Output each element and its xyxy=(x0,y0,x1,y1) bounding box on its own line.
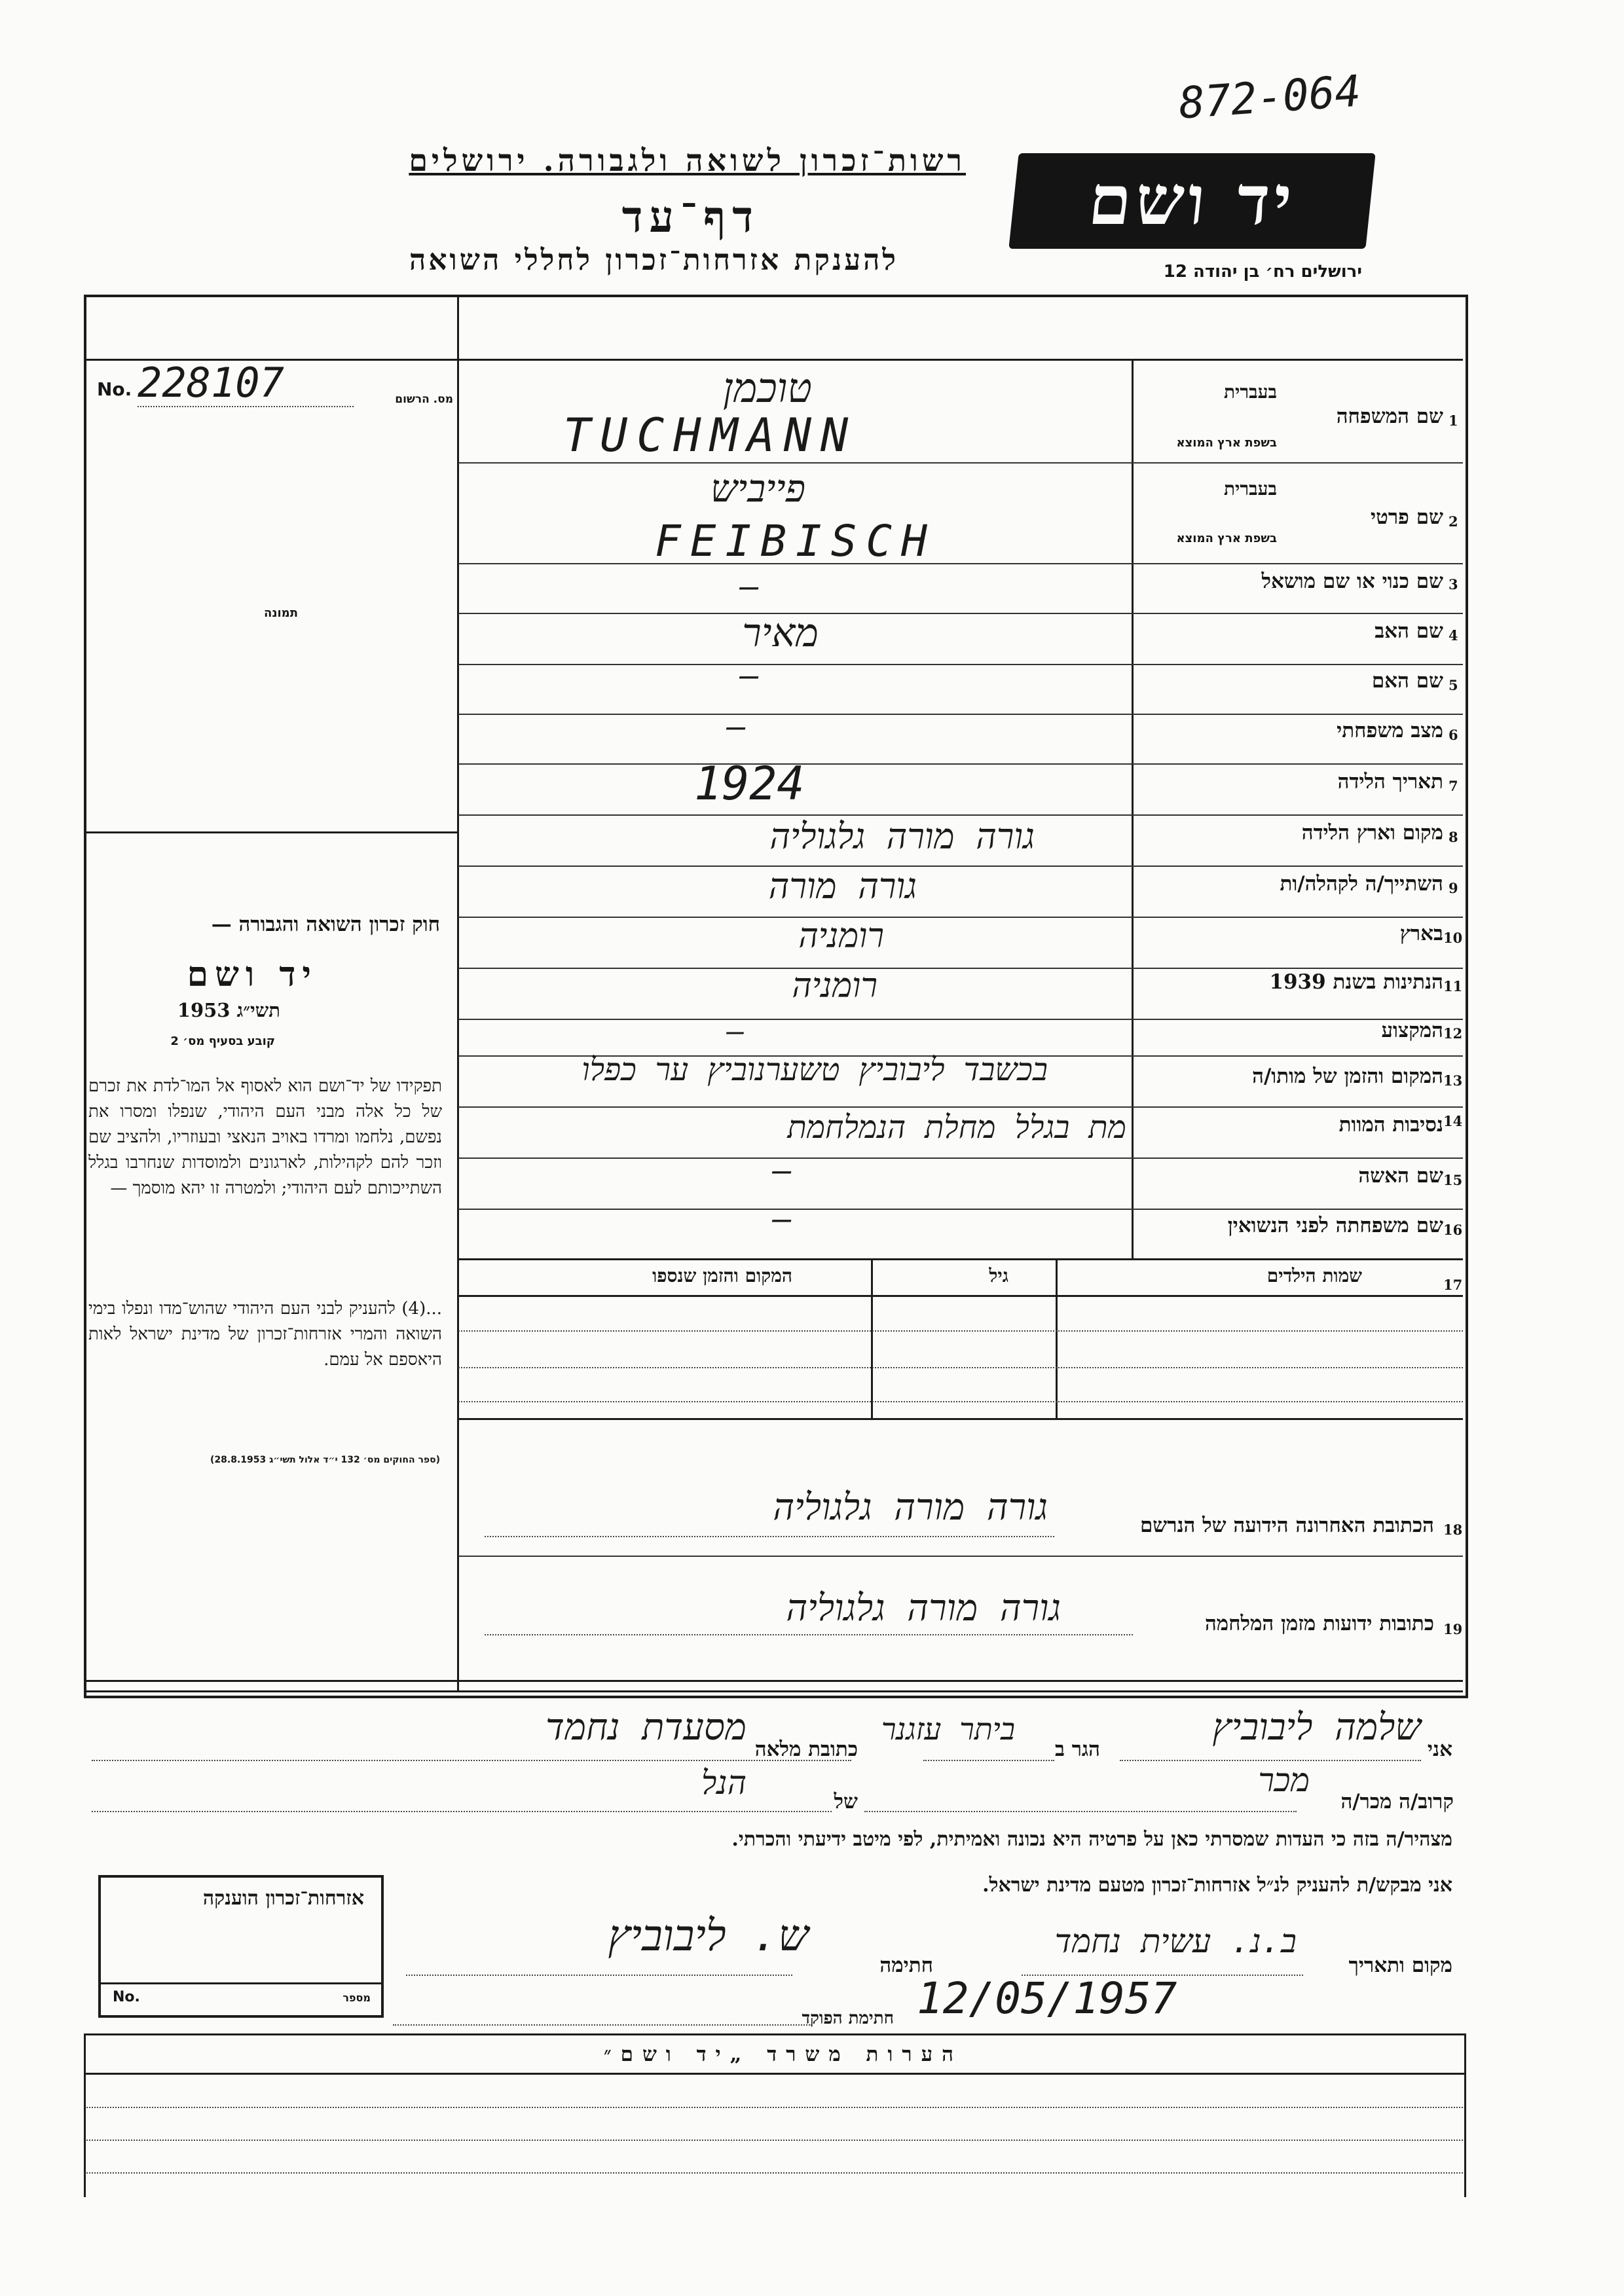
field-10-value: רומניה xyxy=(798,917,884,956)
declaration-address-label: כתובת מלאה xyxy=(754,1738,858,1761)
field-12-value: — xyxy=(727,1015,745,1048)
field-6-number: 6 xyxy=(1449,727,1458,743)
declaration-i-label: אני xyxy=(1427,1738,1452,1761)
citizenship-he-label: מספר xyxy=(342,1992,371,2004)
declaration-lives-label: הגר ב xyxy=(1054,1738,1100,1761)
logo-address: ירושלים רח׳ בן יהודה 12 xyxy=(1163,262,1362,282)
place-date-label: מקום ותאריך xyxy=(1348,1954,1452,1977)
field-19-number: 19 xyxy=(1443,1621,1463,1637)
field-12-label: המקצוע xyxy=(1381,1019,1443,1042)
field-5-value: — xyxy=(740,657,759,694)
children-age-header: גיל xyxy=(989,1265,1008,1286)
law-clause: קובע בסעיף מס׳ 2 xyxy=(170,1034,275,1048)
field-13-label: המקום והזמן של מותו/ה xyxy=(1252,1065,1443,1088)
field-2-native-label: בשפת ארץ המוצא xyxy=(1176,532,1277,545)
field-4-label: שם האב xyxy=(1375,619,1443,643)
field-18-number: 18 xyxy=(1443,1522,1463,1538)
field-16-label: שם משפחתה לפני הנשואין xyxy=(1227,1214,1443,1237)
field-2-number: 2 xyxy=(1449,513,1458,530)
field-15-value: — xyxy=(773,1152,792,1189)
children-place-header: המקום והזמן שנספו xyxy=(652,1265,792,1286)
photo-label: תמונה xyxy=(263,606,298,620)
field-16-value: — xyxy=(773,1201,792,1237)
field-8-value: גורה מורה גלגוליה xyxy=(769,816,1035,857)
field-5-number: 5 xyxy=(1449,677,1458,693)
field-18-value: גורה מורה גלגוליה xyxy=(773,1486,1048,1529)
law-paragraph-1: תפקידו של יד־ושם הוא לאסוף אל המו־לדת את זכרם של כל אלה מבני העם היהודי, שנפלו ומסרו את נפשם, נלחמו ומרדו באויב הנאצי ובעוזריו, ולהציב שם וזכר להם לקהילות, לארגונים ולמוסדות שנחרבו בגלל השתייכותם לעם היהודי; ולמטרה זו יהא מוסמך — xyxy=(88,1076,442,1198)
field-8-label: מקום וארץ הלידה xyxy=(1301,821,1443,845)
field-14-label: נסיבות המוות xyxy=(1338,1113,1443,1137)
field-8-number: 8 xyxy=(1449,829,1458,845)
field-17-number: 17 xyxy=(1443,1277,1463,1293)
official-signature-label: חתימת הפוקד xyxy=(802,2009,894,2028)
field-12-number: 12 xyxy=(1443,1025,1463,1042)
authority-title: רשות־זכרון לשואה ולגבורה. ירושלים xyxy=(409,143,966,178)
field-2-label: שם פרטי xyxy=(1370,505,1443,529)
law-org: יד ושם xyxy=(187,955,318,994)
field-11-number: 11 xyxy=(1443,978,1463,994)
law-paragraph-2: ...(4) להעניק לבני העם היהודי שהוש־מדו ונפלו בימי השואה והמרי אזרחות־זכרון של מדינת ישראל לאות היאספם אל עמם. xyxy=(88,1299,442,1370)
signature-label: חתימה xyxy=(879,1954,933,1977)
declaration-address-value: מסעדת נחמד xyxy=(545,1706,747,1749)
declaration-of-value: הנל xyxy=(701,1764,747,1802)
field-2-native-value: FEIBISCH xyxy=(655,516,936,566)
declaration-i-value: שלמה ליבוביץ xyxy=(1212,1706,1421,1749)
field-1-number: 1 xyxy=(1449,412,1458,429)
law-title: חוק זכרון השואה והגבורה — xyxy=(211,913,440,936)
archive-number: 872-064 xyxy=(1177,65,1363,129)
declaration-relative-value: מכר xyxy=(1258,1761,1310,1799)
field-1-hebrew-value: טוכמן xyxy=(722,364,812,412)
field-13-value: בכשבד ליבוביץ טשערנוביץ ער כפלו xyxy=(581,1051,1048,1088)
field-18-label: הכתובת האחרונה הידועה של הנרשם xyxy=(1139,1514,1434,1537)
signature-value: ש. ליבוביץ xyxy=(608,1910,809,1961)
field-7-label: תאריך הלידה xyxy=(1337,770,1443,793)
registration-number: 228107 xyxy=(138,359,284,407)
field-2-hebrew-label: בעברית xyxy=(1223,478,1277,500)
form-title: דף־עד xyxy=(621,191,760,242)
law-reference: (ספר החוקים מס׳ 132 י״ד אלול תשי״ג 28.8.1953) xyxy=(210,1455,440,1465)
declaration-line-1: מצהיר/ה בזה כי העדות שמסרתי כאן על פרטיה היא נכונה ואמיתית, לפי מיטב ידיעתי והכרתי. xyxy=(731,1828,1452,1851)
field-11-label: הנתינות בשנת 1939 xyxy=(1269,970,1443,994)
citizenship-box xyxy=(98,1875,384,2018)
field-9-number: 9 xyxy=(1449,880,1458,896)
citizenship-box-title: אזרחות־זכרון הוענקה xyxy=(202,1887,364,1910)
logo-text: יד ושם xyxy=(1084,160,1300,240)
field-15-number: 15 xyxy=(1443,1172,1463,1188)
declaration-line-2: אני מבקש/ת להעניק לנ״ל אזרחות־זכרון מטעם מדינת ישראל. xyxy=(982,1874,1452,1897)
office-notes-label: הערות משרד „יד ושם״ xyxy=(603,2043,963,2066)
place-date-value: ב.נ. עשית נחמד xyxy=(1054,1922,1297,1960)
field-9-label: השתייך/ה לקהלה/ות xyxy=(1280,872,1443,896)
field-14-value: מת בגלל מחלת הנמלחמת xyxy=(787,1109,1126,1146)
yad-vashem-logo xyxy=(1008,153,1375,249)
citizenship-no-label: No. xyxy=(113,1989,140,2005)
field-11-value: רומניה xyxy=(792,966,877,1006)
field-19-label: כתובות ידועות מזמן המלחמה xyxy=(1204,1612,1434,1635)
field-1-native-label: בשפת ארץ המוצא xyxy=(1176,436,1277,450)
form-subtitle: להענקת אזרחות־זכרון לחללי השואה xyxy=(409,244,898,277)
field-9-value: גורה מורה xyxy=(768,866,917,907)
field-6-label: מצב משפחתי xyxy=(1337,719,1443,742)
field-4-value: מאיר xyxy=(742,610,819,656)
field-1-label: שם המשפחה xyxy=(1336,405,1443,428)
field-4-number: 4 xyxy=(1449,627,1458,644)
field-13-number: 13 xyxy=(1443,1072,1463,1089)
field-5-label: שם האם xyxy=(1371,669,1443,693)
field-19-value: גורה מורה גלגוליה xyxy=(786,1587,1061,1630)
field-2-hebrew-value: פייביש xyxy=(710,466,805,511)
declaration-relative-label: קרוב/ה מכר/ה xyxy=(1340,1790,1454,1813)
registration-he-label: מס. הרשום xyxy=(395,393,453,406)
field-15-label: שם האשה xyxy=(1358,1164,1443,1188)
law-year: תשי״ג 1953 xyxy=(177,999,280,1021)
field-3-value: — xyxy=(740,568,759,605)
children-names-header: שמות הילדים xyxy=(1266,1265,1362,1286)
field-10-label: בארץ xyxy=(1399,922,1443,945)
field-10-number: 10 xyxy=(1443,930,1463,946)
declaration-lives-value: ביתר עזגנר xyxy=(881,1711,1015,1747)
official-signature-value: 12/05/1957 xyxy=(917,1973,1177,2024)
field-6-value: — xyxy=(727,708,746,745)
field-1-hebrew-label: בעברית xyxy=(1223,381,1277,403)
declaration-of-label: של xyxy=(834,1790,858,1813)
field-16-number: 16 xyxy=(1443,1222,1463,1238)
field-3-number: 3 xyxy=(1449,576,1458,592)
registration-no-label: No. xyxy=(97,378,132,400)
field-7-value: 1924 xyxy=(694,757,805,811)
field-7-number: 7 xyxy=(1449,778,1458,794)
field-14-number: 14 xyxy=(1443,1113,1463,1129)
field-1-native-value: TUCHMANN xyxy=(563,409,858,462)
field-3-label: שם כנוי או שם מושאל xyxy=(1261,570,1443,593)
